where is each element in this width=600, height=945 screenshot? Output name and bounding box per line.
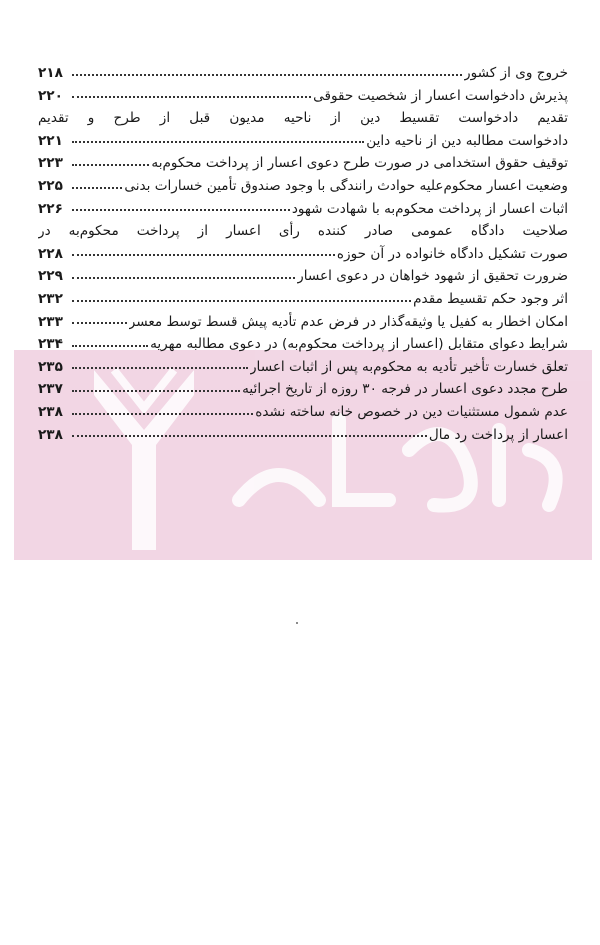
toc-entry (38, 424, 568, 447)
toc-entry (38, 152, 568, 175)
dot-leader (72, 435, 427, 437)
toc-entry-page: ۲۳۲ (38, 290, 63, 307)
toc-entry-page: ۲۲۹ (38, 268, 63, 285)
toc-entry-title: پذیرش دادخواست اعسار از شخصیت حقوقی (313, 87, 568, 104)
dot-leader (72, 187, 122, 189)
toc-entry-title: صورت تشکیل دادگاه خانواده در آن حوزه (336, 245, 568, 262)
toc-entry-page: ۲۳۷ (38, 381, 63, 398)
toc-entry (38, 401, 568, 424)
dot-leader (72, 277, 295, 279)
dot-leader (72, 300, 411, 302)
toc-entry-title: خروج وی از کشور (464, 65, 568, 81)
toc-entry-title: توقیف حقوق استخدامی در صورت طرح دعوی اعسار از پرداخت محکوم‌به (151, 155, 568, 172)
toc-entry-title: شرایط دعوای متقابل (اعسار از پرداخت محکوم‌به) در دعوی مطالبه مهریه (150, 336, 568, 353)
toc-entry (38, 130, 568, 153)
toc-entry-page: ۲۲۵ (38, 177, 63, 194)
dot-leader (72, 367, 248, 369)
toc-entry (38, 265, 568, 288)
toc-entry-title: دادخواست مطالبه دین از ناحیه داین (366, 132, 568, 149)
dot-leader (72, 322, 127, 324)
dot-leader (72, 209, 290, 211)
toc-entry (38, 311, 568, 334)
toc-entry (38, 175, 568, 198)
toc-entry-title-continued: تقدیم دادخواست تقسیط دین از ناحیه مدیون قبل از طرح و تقدیم (38, 110, 568, 127)
toc-entry-title: وضعیت اعسار محکوم‌علیه حوادث رانندگی با وجود صندوق تأمین خسارات بدنی (124, 177, 568, 194)
dot-leader (72, 390, 240, 392)
toc-entry (38, 243, 568, 266)
toc-entry-title: اثر وجود حکم تقسیط مقدم (413, 290, 568, 307)
toc-entry-title: امکان اخطار به کفیل یا وثیقه‌گذار در فرض عدم تأدیه پیش قسط توسط معسر (128, 313, 568, 330)
dot-leader (72, 345, 148, 347)
toc-entry-page: ۲۱۸ (38, 65, 63, 81)
toc-entry-title: طرح مجدد دعوی اعسار در فرجه ۳۰ روزه از تاریخ اجرائیه (242, 381, 568, 398)
dot-leader (72, 96, 311, 98)
toc-entry-page: ۲۲۳ (38, 155, 63, 172)
toc-entry-page: ۲۲۰ (38, 87, 63, 104)
dot-leader (72, 254, 335, 256)
toc-entry (38, 378, 568, 401)
toc-entry-page: ۲۳۴ (38, 336, 63, 353)
toc-entry-page: ۲۳۳ (38, 313, 63, 330)
toc-entry (38, 288, 568, 311)
toc-entry-page: ۲۳۸ (38, 403, 63, 420)
dot-leader (72, 413, 253, 415)
toc-entry-page: ۲۲۱ (38, 132, 63, 149)
toc-entry-title: اثبات اعسار از پرداخت محکوم‌به با شهادت شهود (291, 200, 568, 217)
toc-entry-title: ضرورت تحقیق از شهود خواهان در دعوی اعسار (297, 268, 568, 285)
toc-entry (38, 85, 568, 108)
toc-entry-page: ۲۲۸ (38, 245, 63, 262)
toc-entry-page: ۲۳۸ (38, 426, 63, 443)
dot-leader (72, 141, 364, 143)
toc-entry (38, 62, 568, 85)
toc-entry (38, 198, 568, 221)
toc-entry-page: ۲۲۶ (38, 200, 63, 217)
table-of-contents (38, 62, 568, 446)
toc-entry (38, 356, 568, 379)
toc-entry-title: تعلق خسارت تأخیر تأدیه به محکوم‌به پس از اثبات اعسار (249, 358, 568, 375)
toc-entry-title-continued: صلاحیت دادگاه عمومی صادر کننده رأی اعسار از پرداخت محکوم‌به در (38, 223, 568, 240)
toc-entry-title: عدم شمول مستثنیات دین در خصوص خانه ساخته نشده (255, 403, 568, 420)
dot-leader (72, 164, 149, 166)
toc-entry-title: اعسار از پرداخت رد مال (428, 426, 568, 443)
dot-leader (72, 74, 462, 76)
toc-entry-page: ۲۳۵ (38, 358, 63, 375)
page-speck (296, 622, 298, 624)
toc-entry (38, 333, 568, 356)
